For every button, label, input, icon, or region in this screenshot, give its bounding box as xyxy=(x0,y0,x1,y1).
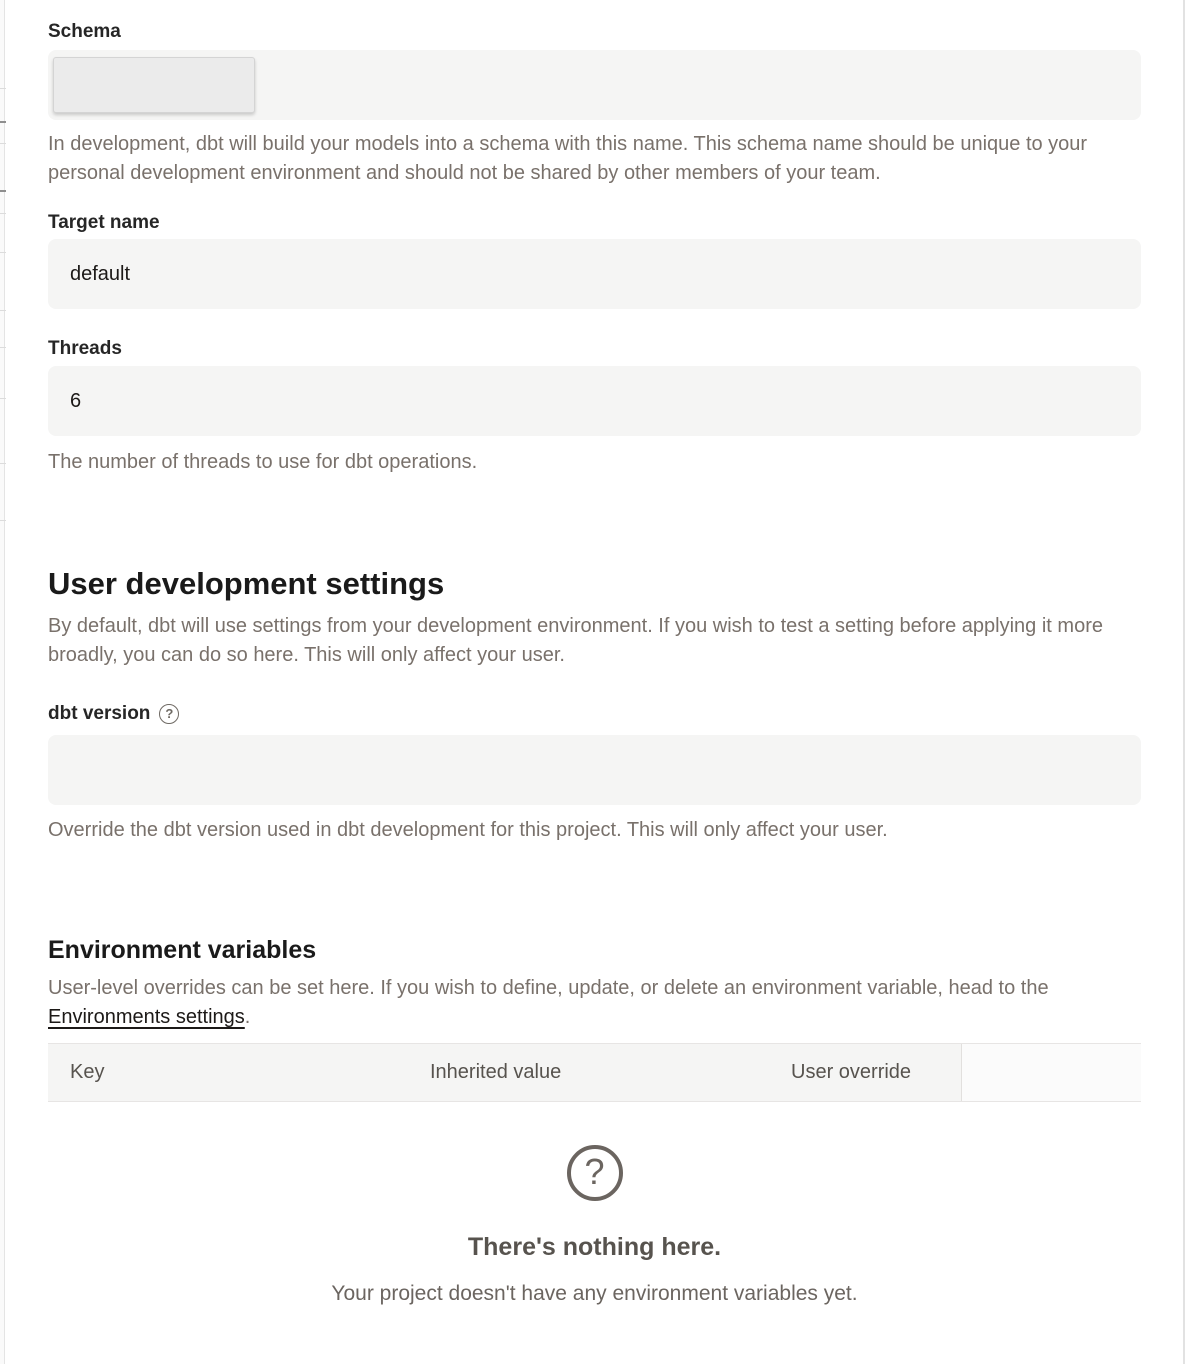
target-name-input[interactable] xyxy=(48,239,1141,309)
schema-label: Schema xyxy=(48,21,121,42)
environment-variables-table-header xyxy=(48,1043,1141,1102)
scroll-track-line xyxy=(1183,0,1185,1364)
schema-value-redacted xyxy=(53,57,255,113)
settings-page xyxy=(48,0,1141,1307)
threads-field-group xyxy=(48,337,1141,477)
empty-state-subtitle: Your project doesn't have any environment variables yet. xyxy=(331,1282,858,1305)
target-name-label: Target name xyxy=(48,212,160,233)
dbt-version-input[interactable] xyxy=(48,735,1141,805)
dbt-version-label-row xyxy=(48,702,1141,725)
env-desc-text-after: . xyxy=(244,1006,251,1028)
environment-variables-description xyxy=(48,974,1141,1032)
dbt-version-label: dbt version xyxy=(48,703,151,724)
schema-help-text: In development, dbt will build your models into a schema with this name. This schema name should be unique to your personal development environment and should not be shared by other members of your team. xyxy=(48,133,1088,184)
column-header-inherited-value: Inherited value xyxy=(408,1044,769,1101)
user-development-settings-description: By default, dbt will use settings from your development environment. If you wish to test a setting before applying it more broadly, you can do so here. This will only affect your user. xyxy=(48,615,1103,666)
environments-settings-link[interactable]: Environments settings xyxy=(48,1006,245,1028)
env-desc-text-before: User-level overrides can be set here. If you wish to define, update, or delete an environment variable, head to the xyxy=(48,977,1049,999)
user-development-settings-title: User development settings xyxy=(48,566,445,601)
column-header-key: Key xyxy=(48,1044,408,1101)
threads-label: Threads xyxy=(48,338,122,359)
empty-state-title: There's nothing here. xyxy=(467,1233,722,1261)
environment-variables-title: Environment variables xyxy=(48,936,317,964)
schema-field-group xyxy=(48,20,1141,188)
column-header-user-override: User override xyxy=(769,1044,961,1101)
empty-state xyxy=(48,1102,1141,1307)
threads-input[interactable] xyxy=(48,366,1141,436)
question-circle-icon: ? xyxy=(567,1145,623,1201)
clipped-side-panel-edge xyxy=(0,0,5,1364)
help-circle-icon[interactable]: ? xyxy=(159,704,179,724)
threads-help-text: The number of threads to use for dbt operations. xyxy=(48,451,478,473)
dbt-version-help-text: Override the dbt version used in dbt development for this project. This will only affect your user. xyxy=(48,819,888,841)
target-name-field-group xyxy=(48,211,1141,309)
schema-input[interactable] xyxy=(48,50,1141,120)
column-header-actions xyxy=(961,1044,1141,1101)
